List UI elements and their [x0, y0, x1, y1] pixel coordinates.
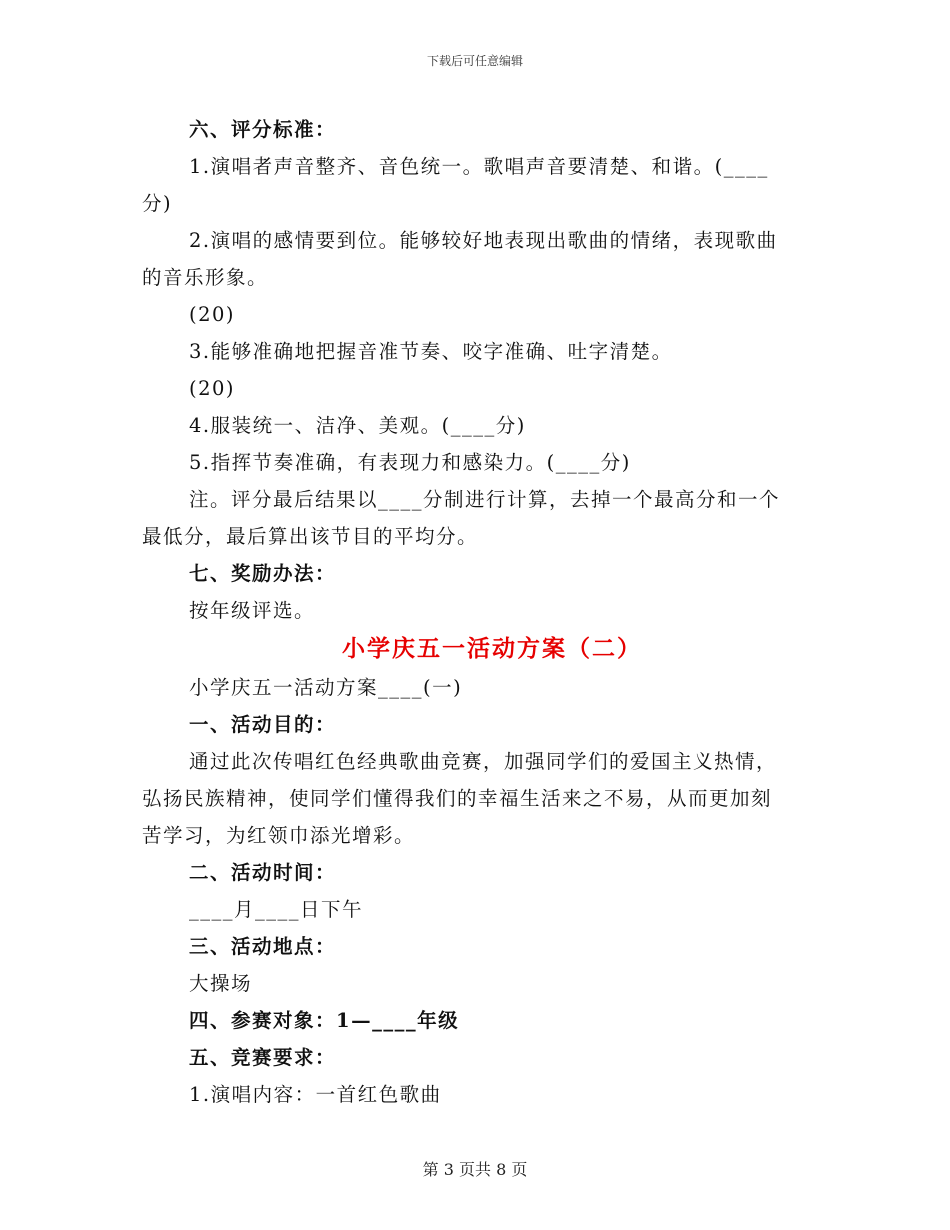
paragraph-line: 3.能够准确地把握音准节奏、咬字准确、吐字清楚。 — [189, 340, 673, 363]
paragraph-line: 苦学习，为红领巾添光增彩。 — [142, 824, 416, 847]
paragraph-line: (20) — [189, 303, 236, 326]
page-footer: 第 3 页共 8 页 — [422, 1160, 528, 1179]
heading-time: 二、活动时间： — [189, 861, 337, 884]
paragraph-line: 小学庆五一活动方案____(一) — [189, 676, 463, 699]
paragraph-line: 的音乐形象。 — [142, 266, 269, 289]
paragraph-line: 大操场 — [189, 972, 253, 995]
heading-requirements: 五、竞赛要求： — [189, 1046, 337, 1069]
paragraph-line: 1.演唱内容：一首红色歌曲 — [189, 1083, 442, 1106]
paragraph-line: 1.演唱者声音整齐、音色统一。歌唱声音要清楚、和谐。(____ — [189, 155, 769, 178]
paragraph-line: 最低分，最后算出该节目的平均分。 — [142, 525, 479, 548]
heading-purpose: 一、活动目的： — [189, 713, 337, 736]
paragraph-line: 弘扬民族精神，使同学们懂得我们的幸福生活来之不易，从而更加刻 — [142, 787, 773, 810]
paragraph-line: 按年级评选。 — [189, 599, 316, 622]
paragraph-line: ____月____日下午 — [189, 898, 364, 921]
paragraph-line: 注。评分最后结果以____分制进行计算，去掉一个最高分和一个 — [189, 488, 781, 511]
document-body — [142, 111, 802, 1113]
heading-rewards: 七、奖励办法： — [189, 562, 337, 585]
heading-participants: 四、参赛对象：1—____年级 — [189, 1009, 460, 1032]
paragraph-line: 分) — [142, 192, 173, 215]
paragraph-line: (20) — [189, 377, 236, 400]
paragraph-line: 通过此次传唱红色经典歌曲竞赛，加强同学们的爱国主义热情， — [189, 750, 778, 773]
paragraph-line: 4.服装统一、洁净、美观。(____分) — [189, 414, 526, 437]
paragraph-line: 2.演唱的感情要到位。能够较好地表现出歌曲的情绪，表现歌曲 — [189, 229, 778, 252]
page-header: 下载后可任意编辑 — [426, 54, 523, 68]
heading-scoring: 六、评分标准： — [189, 118, 337, 141]
heading-location: 三、活动地点： — [189, 935, 337, 958]
section-title: 小学庆五一活动方案（二） — [342, 635, 642, 662]
paragraph-line: 5.指挥节奏准确，有表现力和感染力。(____分) — [189, 451, 631, 474]
